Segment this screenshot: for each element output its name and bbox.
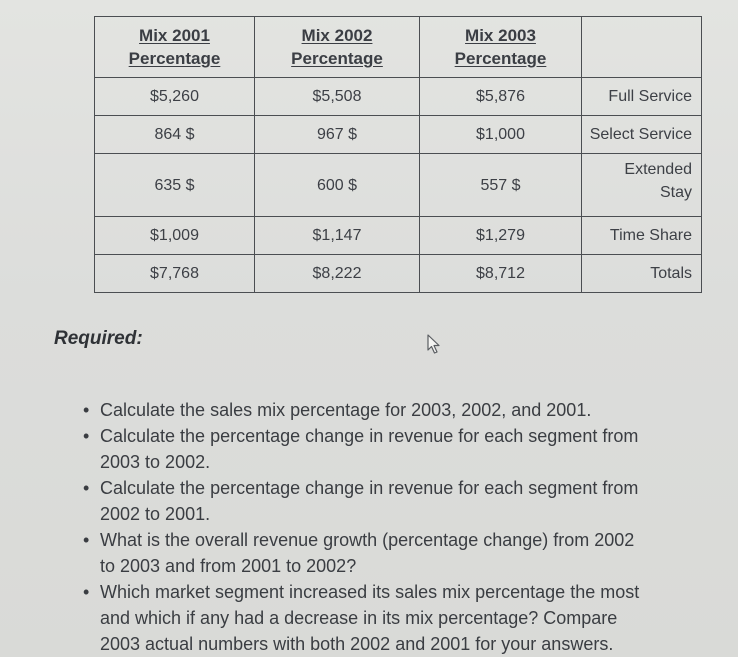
header-mix-2001: Mix 2001 Percentage [95, 17, 255, 78]
cell-2003: $5,876 [420, 78, 582, 116]
cell-2002: $1,147 [255, 217, 420, 255]
table-header-row [95, 17, 702, 78]
cell-2001: $1,009 [95, 217, 255, 255]
list-item: • Calculate the percentage change in revenue for each segment from 2003 to 2002. [80, 423, 700, 475]
cell-2001: $5,260 [95, 78, 255, 116]
cell-2002: 600 $ [255, 154, 420, 217]
bullet-icon: • [83, 426, 90, 446]
cell-2002: $8,222 [255, 255, 420, 293]
cell-segment: Select Service [582, 116, 702, 154]
header-mix-2002: Mix 2002 Percentage [255, 17, 420, 78]
cell-segment: Totals [582, 255, 702, 293]
header-mix-2003: Mix 2003 Percentage [420, 17, 582, 78]
sales-mix-table [94, 16, 702, 293]
required-heading: Required: [54, 328, 143, 349]
cell-2003: $1,279 [420, 217, 582, 255]
bullet-icon: • [83, 478, 90, 498]
cell-2001: 864 $ [95, 116, 255, 154]
mouse-pointer-icon [427, 334, 441, 354]
header-segment [582, 17, 702, 78]
bullet-icon: • [83, 400, 90, 420]
list-item: • Which market segment increased its sales mix percentage the most and which if any had a decrease in its mix percentage? Compare 2003 actual numbers with both 2002 and 2001 for your answers. [80, 579, 700, 657]
table-row [95, 154, 702, 217]
table-row [95, 116, 702, 154]
list-item: • Calculate the sales mix percentage for 2003, 2002, and 2001. [80, 397, 700, 423]
cell-segment: Time Share [582, 217, 702, 255]
required-list [80, 397, 700, 657]
cell-2003: $1,000 [420, 116, 582, 154]
cell-2002: 967 $ [255, 116, 420, 154]
cell-2001: $7,768 [95, 255, 255, 293]
cell-2003: 557 $ [420, 154, 582, 217]
table-row-totals [95, 255, 702, 293]
table-row [95, 78, 702, 116]
list-item: • Calculate the percentage change in revenue for each segment from 2002 to 2001. [80, 475, 700, 527]
bullet-icon: • [83, 582, 90, 602]
table-row [95, 217, 702, 255]
cell-2003: $8,712 [420, 255, 582, 293]
cell-segment: Extended Stay [582, 154, 702, 217]
cell-2001: 635 $ [95, 154, 255, 217]
cell-2002: $5,508 [255, 78, 420, 116]
list-item: • What is the overall revenue growth (percentage change) from 2002 to 2003 and from 2001 to 2002? [80, 527, 700, 579]
bullet-icon: • [83, 530, 90, 550]
cell-segment: Full Service [582, 78, 702, 116]
